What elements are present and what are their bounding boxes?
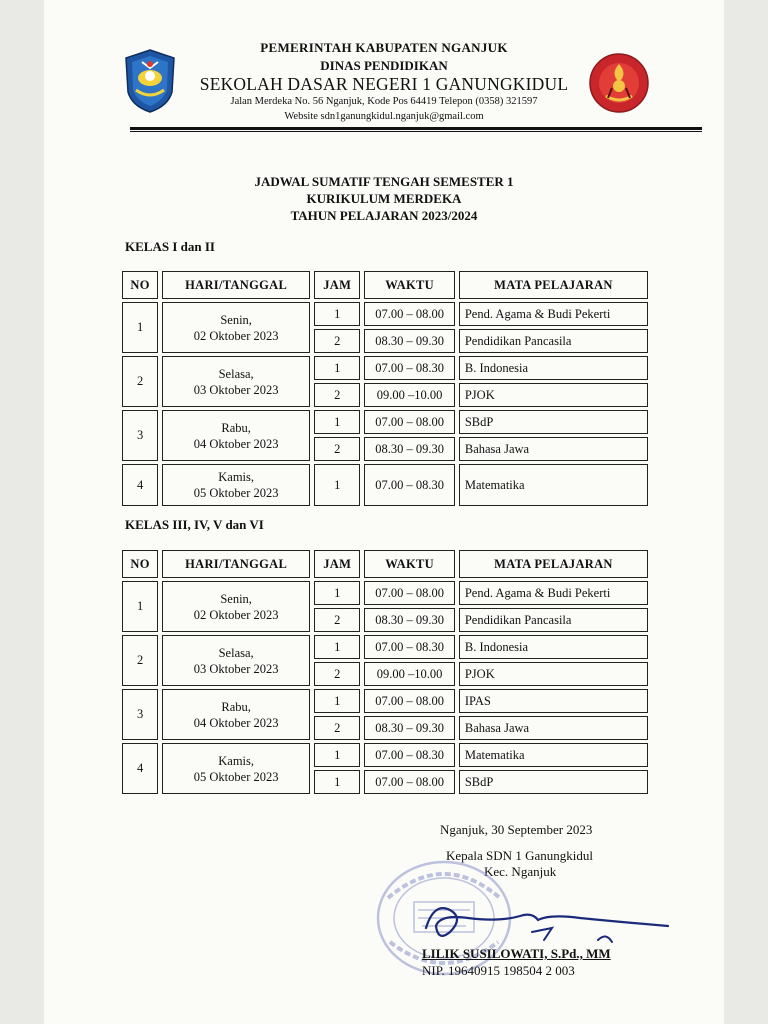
row-number: 2 [122, 356, 158, 407]
header-subject: MATA PELAJARAN [459, 550, 648, 578]
subject-cell: Pendidikan Pancasila [459, 329, 648, 353]
section-label-class-1-2: KELAS I dan II [125, 239, 215, 254]
signer-name: LILIK SUSILOWATI, S.Pd., MM [422, 946, 611, 961]
day-date-cell [162, 635, 310, 686]
subject-cell: Bahasa Jawa [459, 716, 648, 740]
header-subject: MATA PELAJARAN [459, 271, 648, 299]
row-number: 4 [122, 743, 158, 794]
day-name: Selasa, [218, 645, 254, 660]
jam-cell: 1 [314, 743, 360, 767]
header-day: HARI/TANGGAL [162, 550, 310, 578]
table-row [122, 464, 648, 506]
time-cell: 07.00 – 08.30 [364, 743, 455, 767]
header-no: NO [122, 550, 158, 578]
subject-cell: PJOK [459, 383, 648, 407]
header-jam: JAM [314, 271, 360, 299]
day-name: Kamis, [218, 470, 255, 484]
subject-cell: Matematika [459, 743, 648, 767]
time-cell: 07.00 – 08.00 [364, 581, 455, 605]
day-date-cell [162, 689, 310, 740]
row-number: 4 [122, 464, 158, 506]
letterhead-divider [130, 127, 702, 130]
place-date: Nganjuk, 30 September 2023 [440, 822, 593, 837]
time-cell: 08.30 – 09.30 [364, 437, 455, 461]
jam-cell: 2 [314, 608, 360, 632]
academic-year-title: TAHUN PELAJARAN 2023/2024 [290, 208, 478, 223]
date-text: 03 Oktober 2023 [193, 661, 279, 676]
subject-cell: SBdP [459, 410, 648, 434]
subject-cell: Pendidikan Pancasila [459, 608, 648, 632]
subject-cell: IPAS [459, 689, 648, 713]
date-text: 05 Oktober 2023 [193, 769, 279, 784]
table-row [122, 689, 648, 713]
signer-district: Kec. Nganjuk [484, 864, 557, 879]
time-cell: 09.00 –10.00 [364, 383, 455, 407]
table-row [122, 581, 648, 605]
date-text: 03 Oktober 2023 [193, 382, 279, 397]
subject-cell: Matematika [459, 464, 648, 506]
date-text: 02 Oktober 2023 [193, 328, 279, 343]
schedule-table-class-3-6 [118, 547, 652, 797]
document-page [44, 0, 724, 1024]
day-name: Rabu, [221, 699, 251, 714]
curriculum-title: KURIKULUM MERDEKA [306, 191, 462, 206]
subject-cell: Pend. Agama & Budi Pekerti [459, 581, 648, 605]
jam-cell: 1 [314, 770, 360, 794]
government-name: PEMERINTAH KABUPATEN NGANJUK [260, 40, 508, 55]
time-cell: 09.00 –10.00 [364, 662, 455, 686]
table-row [122, 743, 648, 767]
day-date-cell [162, 356, 310, 407]
day-date-cell [162, 410, 310, 461]
time-cell: 07.00 – 08.00 [364, 770, 455, 794]
day-date-cell [162, 581, 310, 632]
school-name: SEKOLAH DASAR NEGERI 1 GANUNGKIDUL [199, 74, 569, 94]
day-name: Selasa, [218, 366, 254, 381]
table-row [122, 635, 648, 659]
row-number: 3 [122, 689, 158, 740]
subject-cell: SBdP [459, 770, 648, 794]
header-day: HARI/TANGGAL [162, 271, 310, 299]
jam-cell: 2 [314, 383, 360, 407]
row-number: 2 [122, 635, 158, 686]
department-name: DINAS PENDIDIKAN [320, 58, 448, 73]
schedule-table-class-1-2 [118, 268, 652, 509]
date-text: 02 Oktober 2023 [193, 607, 279, 622]
day-name: Senin, [220, 591, 252, 606]
subject-cell: B. Indonesia [459, 635, 648, 659]
time-cell: 07.00 – 08.30 [364, 635, 455, 659]
day-name: Rabu, [221, 420, 251, 435]
school-address: Jalan Merdeka No. 56 Nganjuk, Kode Pos 64419 Telepon (0358) 321597 [230, 96, 538, 107]
time-cell: 07.00 – 08.00 [364, 302, 455, 326]
table-header-row [122, 271, 648, 299]
row-number: 1 [122, 302, 158, 353]
time-cell: 07.00 – 08.00 [364, 410, 455, 434]
day-date-cell [162, 302, 310, 353]
subject-cell: Pend. Agama & Budi Pekerti [459, 302, 648, 326]
jam-cell: 2 [314, 437, 360, 461]
day-name: Senin, [220, 312, 252, 327]
header-time: WAKTU [364, 550, 455, 578]
time-cell: 08.30 – 09.30 [364, 608, 455, 632]
jam-cell: 2 [314, 716, 360, 740]
header-jam: JAM [314, 550, 360, 578]
handwritten-signature [420, 892, 670, 952]
subject-cell: B. Indonesia [459, 356, 648, 380]
jam-cell: 2 [314, 662, 360, 686]
row-number: 3 [122, 410, 158, 461]
date-text: 04 Oktober 2023 [193, 436, 279, 451]
section-label-class-3-6: KELAS III, IV, V dan VI [125, 517, 264, 532]
date-text: 04 Oktober 2023 [193, 715, 279, 730]
table-row [122, 302, 648, 326]
day-name: Kamis, [218, 753, 255, 768]
time-cell: 07.00 – 08.00 [364, 689, 455, 713]
time-cell: 08.30 – 09.30 [364, 716, 455, 740]
jam-cell: 1 [314, 689, 360, 713]
jam-cell: 1 [314, 464, 360, 506]
table-header-row [122, 550, 648, 578]
jam-cell: 1 [314, 635, 360, 659]
letterhead-divider-thin [130, 131, 702, 132]
day-date-cell [162, 743, 310, 794]
table-row [122, 410, 648, 434]
signer-position: Kepala SDN 1 Ganungkidul [446, 848, 593, 863]
subject-cell: Bahasa Jawa [459, 437, 648, 461]
jam-cell: 1 [314, 356, 360, 380]
document-title: JADWAL SUMATIF TENGAH SEMESTER 1 [254, 174, 514, 189]
jam-cell: 1 [314, 410, 360, 434]
date-text: 05 Oktober 2023 [193, 486, 279, 500]
day-date-cell [162, 464, 310, 506]
jam-cell: 2 [314, 329, 360, 353]
signer-nip: NIP. 19640915 198504 2 003 [422, 963, 575, 978]
header-time: WAKTU [364, 271, 455, 299]
jam-cell: 1 [314, 302, 360, 326]
school-website: Website sdn1ganungkidul.nganjuk@gmail.com [284, 111, 484, 122]
time-cell: 08.30 – 09.30 [364, 329, 455, 353]
table-row [122, 356, 648, 380]
header-no: NO [122, 271, 158, 299]
row-number: 1 [122, 581, 158, 632]
jam-cell: 1 [314, 581, 360, 605]
subject-cell: PJOK [459, 662, 648, 686]
time-cell: 07.00 – 08.30 [364, 464, 455, 506]
time-cell: 07.00 – 08.30 [364, 356, 455, 380]
